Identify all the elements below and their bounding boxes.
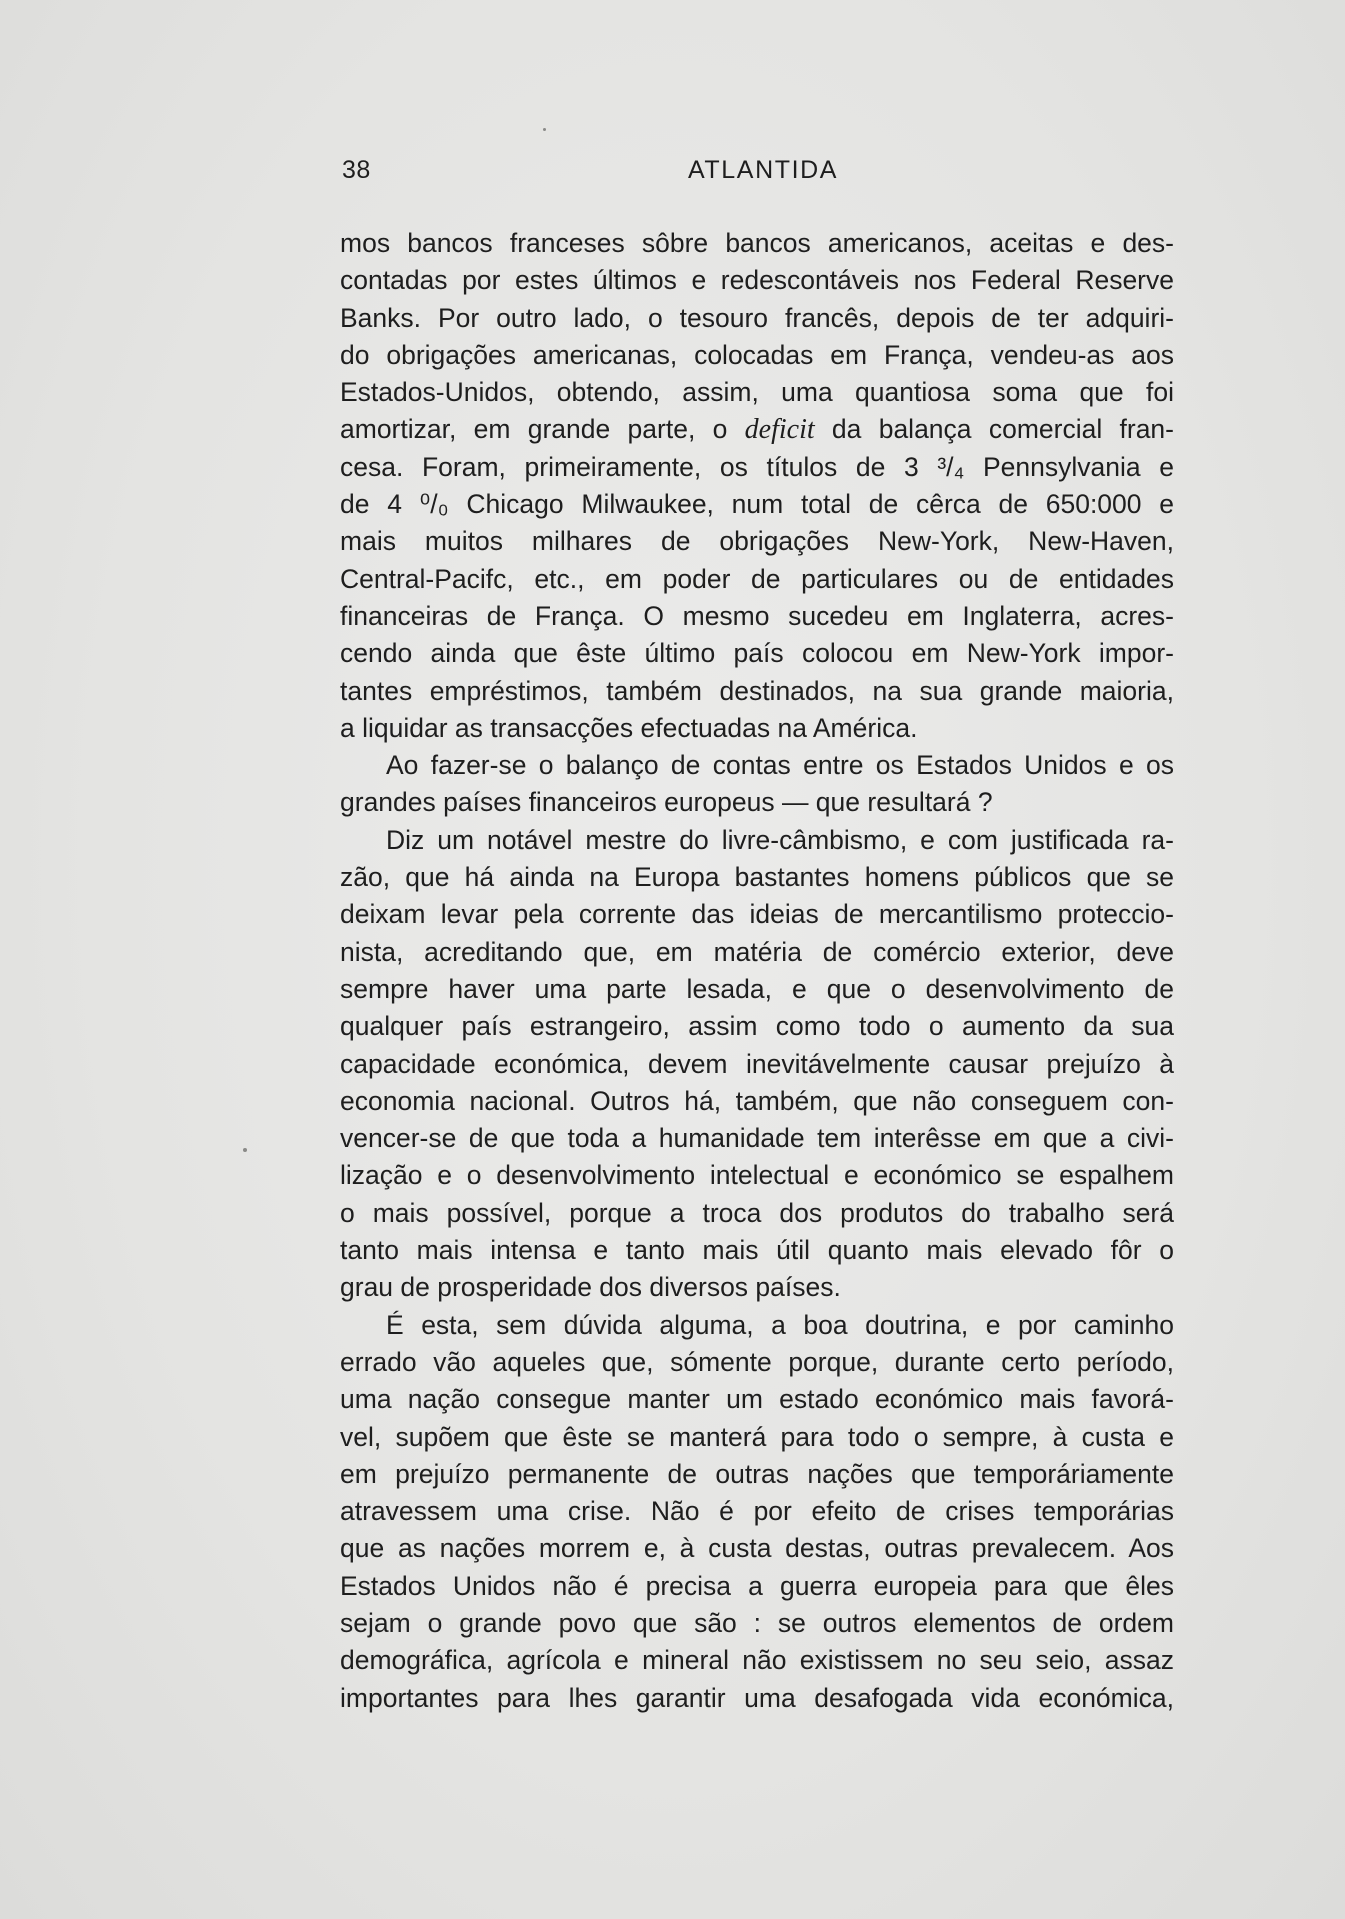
text-line: Ao fazer-se o balanço de contas entre os Estados Unidos e os (386, 750, 1174, 781)
text-line: demográfica, agrícola e mineral não existissem no seu seio, assaz (340, 1645, 1174, 1676)
text-line: uma nação consegue manter um estado económico mais favorá- (340, 1384, 1174, 1415)
text-line: contadas por estes últimos e redescontáveis nos Federal Reserve (340, 265, 1174, 296)
text-line: É esta, sem dúvida alguma, a boa doutrina, e por caminho (386, 1309, 1174, 1340)
text-line: do obrigações americanas, colocadas em França, vendeu-as aos (340, 339, 1174, 370)
text-line: cesa. Foram, primeiramente, os títulos de 3 ³/₄ Pennsylvania e (340, 451, 1174, 482)
text-line: cendo ainda que êste último país colocou em New-York impor- (340, 638, 1174, 669)
text-line: importantes para lhes garantir uma desafogada vida económica, (340, 1682, 1174, 1713)
text-line (340, 411, 1174, 448)
text-line: nista, acreditando que, em matéria de comércio exterior, deve (340, 936, 1174, 967)
paper-speck (243, 1148, 247, 1152)
text-line: atravessem uma crise. Não é por efeito de crises temporárias (340, 1496, 1174, 1527)
text-line: capacidade económica, devem inevitávelmente causar prejuízo à (340, 1048, 1174, 1079)
page-header (338, 156, 1198, 196)
text-line: Estados-Unidos, obtendo, assim, uma quantiosa soma que foi (340, 377, 1174, 408)
text-line: Diz um notável mestre do livre-câmbismo, e com justificada ra- (386, 824, 1174, 855)
page-number: 38 (342, 156, 371, 184)
text-line: Central-Pacifc, etc., em poder de particulares ou de entidades (340, 563, 1174, 594)
text-line: a liquidar as transacções efectuadas na América. (340, 712, 918, 743)
text-line: grau de prosperidade dos diversos países. (340, 1272, 841, 1303)
text-line: economia nacional. Outros há, também, que não conseguem con- (340, 1085, 1174, 1116)
text-line: vencer-se de que toda a humanidade tem interêsse em que a civi- (340, 1123, 1174, 1154)
text-line: Banks. Por outro lado, o tesouro francês, depois de ter adquiri- (340, 302, 1174, 333)
text-line: mais muitos milhares de obrigações New-York, New-Haven, (340, 526, 1174, 557)
italic-term: deficit (744, 414, 815, 446)
text-line: tantes empréstimos, também destinados, na sua grande maioria, (340, 675, 1174, 706)
text-line: que as nações morrem e, à custa destas, outras prevalecem. Aos (340, 1533, 1174, 1564)
text-segment: da balança comercial fran- (814, 414, 1174, 445)
text-line: sempre haver uma parte lesada, e que o desenvolvimento de (340, 973, 1174, 1004)
body-text (340, 225, 1174, 1717)
text-segment: amortizar, em grande parte, o (340, 414, 745, 445)
text-line: deixam levar pela corrente das ideias de mercantilismo proteccio- (340, 899, 1174, 930)
running-title: ATLANTIDA (688, 156, 839, 184)
text-line: zão, que há ainda na Europa bastantes homens públicos que se (340, 862, 1174, 893)
text-line: vel, supõem que êste se manterá para todo o sempre, à custa e (340, 1421, 1174, 1452)
text-line: errado vão aqueles que, sómente porque, durante certo período, (340, 1346, 1174, 1377)
text-line: qualquer país estrangeiro, assim como todo o aumento da sua (340, 1011, 1174, 1042)
text-line: de 4 ⁰/₀ Chicago Milwaukee, num total de cêrca de 650:000 e (340, 489, 1174, 520)
text-line: tanto mais intensa e tanto mais útil quanto mais elevado fôr o (340, 1235, 1174, 1266)
text-line: sejam o grande povo que são : se outros elementos de ordem (340, 1607, 1174, 1638)
text-line: financeiras de França. O mesmo sucedeu em Inglaterra, acres- (340, 600, 1174, 631)
paper-speck (543, 128, 546, 131)
text-line: em prejuízo permanente de outras nações que temporáriamente (340, 1458, 1174, 1489)
text-line: mos bancos franceses sôbre bancos americanos, aceitas e des- (340, 228, 1174, 258)
text-line: Estados Unidos não é precisa a guerra europeia para que êles (340, 1570, 1174, 1601)
text-line: o mais possível, porque a troca dos produtos do trabalho será (340, 1197, 1174, 1228)
text-line: grandes países financeiros europeus — que resultará ? (340, 787, 993, 818)
text-line: lização e o desenvolvimento intelectual e económico se espalhem (340, 1160, 1174, 1191)
